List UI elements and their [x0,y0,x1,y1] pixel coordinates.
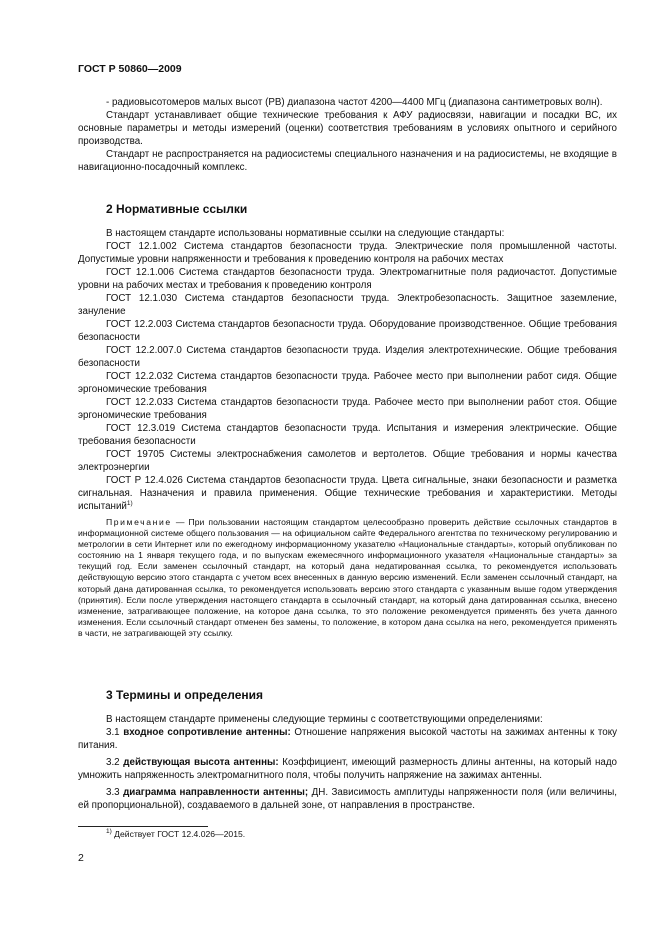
term-number: 3.2 [106,757,124,768]
reference-item: ГОСТ 12.2.007.0 Система стандартов безопасности труда. Изделия электротехнические. Общие требования безопасности [78,345,617,369]
reference-item: ГОСТ 12.2.003 Система стандартов безопасности труда. Оборудование производственное. Общие требования безопасности [78,319,617,343]
reference-item-with-footnote [78,474,617,513]
reference-item: ГОСТ 12.2.033 Система стандартов безопасности труда. Рабочее место при выполнении работ стоя. Общие эргономические требования [78,397,617,421]
page-number: 2 [78,852,84,864]
term-name: действующая высота антенны: [123,757,279,768]
section-3-heading: 3 Термины и определения [106,688,264,702]
section-2-body [78,227,617,639]
footnote-mark: 1) [106,828,112,835]
footnote-divider [78,826,208,827]
reference-item: ГОСТ 12.2.032 Система стандартов безопасности труда. Рабочее место при выполнении работ сидя. Общие эргономические требования [78,371,617,395]
footnote-marker: 1) [126,500,133,507]
reference-item-text: ГОСТ Р 12.4.026 Система стандартов безопасности труда. Цвета сигнальные, знаки безопасности и разметка сигнальная. Назначения и правила применения. Общие технические требования и характеристики. Методы испытаний [78,475,617,512]
term-name: входное сопротивление антенны: [123,727,291,738]
term-definition [78,756,617,782]
intro-block [78,96,617,174]
note-label: Примечание [106,517,172,527]
footnote [106,829,245,839]
document-header: ГОСТ Р 50860—2009 [78,63,182,75]
intro-paragraph-3: Стандарт не распространяется на радиосистемы специального назначения и на радиосистемы, не входящие в навигационно-посадочный комплекс. [78,149,617,173]
note-text: — При пользовании настоящим стандартом целесообразно проверить действие ссылочных стандартов в информационной системе общего пользования — на официальном сайте Федерального агентства по техническому регулированию и метрологии в сети Интернет или по ежегодному информационному указателю «Национальные стандарты», который опубликован по состоянию на 1 января текущего года, и по выпускам ежемесячного информационного указателя «Национальные стандарты» за текущий год. Если заменен ссылочный стандарт, на который дана недатированная ссылка, то рекомендуется использовать действующую версию этого стандарта с учетом всех внесенных в данную версию изменений. Если заменен ссылочный стандарт, на который дана датированная ссылка, то рекомендуется использовать версию этого стандарта с указанным выше годом утверждения (принятия). Если после утверждения настоящего стандарта в ссылочный стандарт, на который дана датированная ссылка, внесено изменение, затрагивающее положение, на которое дана ссылка, то это положение рекомендуется применять без учета данного изменения. Если ссылочный стандарт отменен без замены, то положение, в котором дана ссылка на него, рекомендуется применять в части, не затрагивающей эту ссылку. [78,517,617,638]
term-text: Коэффициент, имеющий размерность длины антенны, на который надо умножить напряженность электромагнитного поля, чтобы получить напряжение на зажимах антенны. [78,757,617,781]
term-definition [78,786,617,812]
section-3-lead: В настоящем стандарте применены следующие термины с соответствующими определениями: [106,714,543,725]
reference-item: ГОСТ 12.1.002 Система стандартов безопасности труда. Электрические поля промышленной частоты. Допустимые уровни напряженности и требования к проведению контроля на рабочих местах [78,241,617,265]
reference-item: ГОСТ 12.3.019 Система стандартов безопасности труда. Испытания и измерения электрические. Общие требования безопасности [78,423,617,447]
section-2-heading: 2 Нормативные ссылки [106,202,248,216]
reference-item: ГОСТ 19705 Системы электроснабжения самолетов и вертолетов. Общие требования и нормы качества электроэнергии [78,449,617,473]
reference-item: ГОСТ 12.1.030 Система стандартов безопасности труда. Электробезопасность. Защитное заземление, зануление [78,293,617,317]
term-number: 3.1 [106,727,124,738]
footnote-text: Действует ГОСТ 12.4.026—2015. [111,829,246,839]
term-number: 3.3 [106,787,124,798]
term-text: ДН. Зависимость амплитуды напряженности поля (или величины, ей пропорциональной), создаваемого в дальней зоне, от направления в пространстве. [78,787,618,811]
section-3-body [78,713,617,812]
term-definition [78,726,617,752]
term-text: Отношение напряжения высокой частоты на зажимах антенны к току питания. [78,727,617,751]
intro-paragraph-1: - радиовысотомеров малых высот (РВ) диапазона частот 4200—4400 МГц (диапазона сантиметровых волн). [106,97,603,108]
reference-item: ГОСТ 12.1.006 Система стандартов безопасности труда. Электромагнитные поля радиочастот. Допустимые уровни на рабочих местах и требования к проведению контроля [78,267,617,291]
note-paragraph [78,517,617,639]
term-name: диаграмма направленности антенны; [123,787,309,798]
intro-paragraph-2: Стандарт устанавливает общие технические требования к АФУ радиосвязи, навигации и посадки ВС, их основные параметры и методы измерений (оценки) соответствия требованиям в условиях опытного и серийного производства. [78,110,617,147]
section-2-lead: В настоящем стандарте использованы нормативные ссылки на следующие стандарты: [106,228,505,239]
